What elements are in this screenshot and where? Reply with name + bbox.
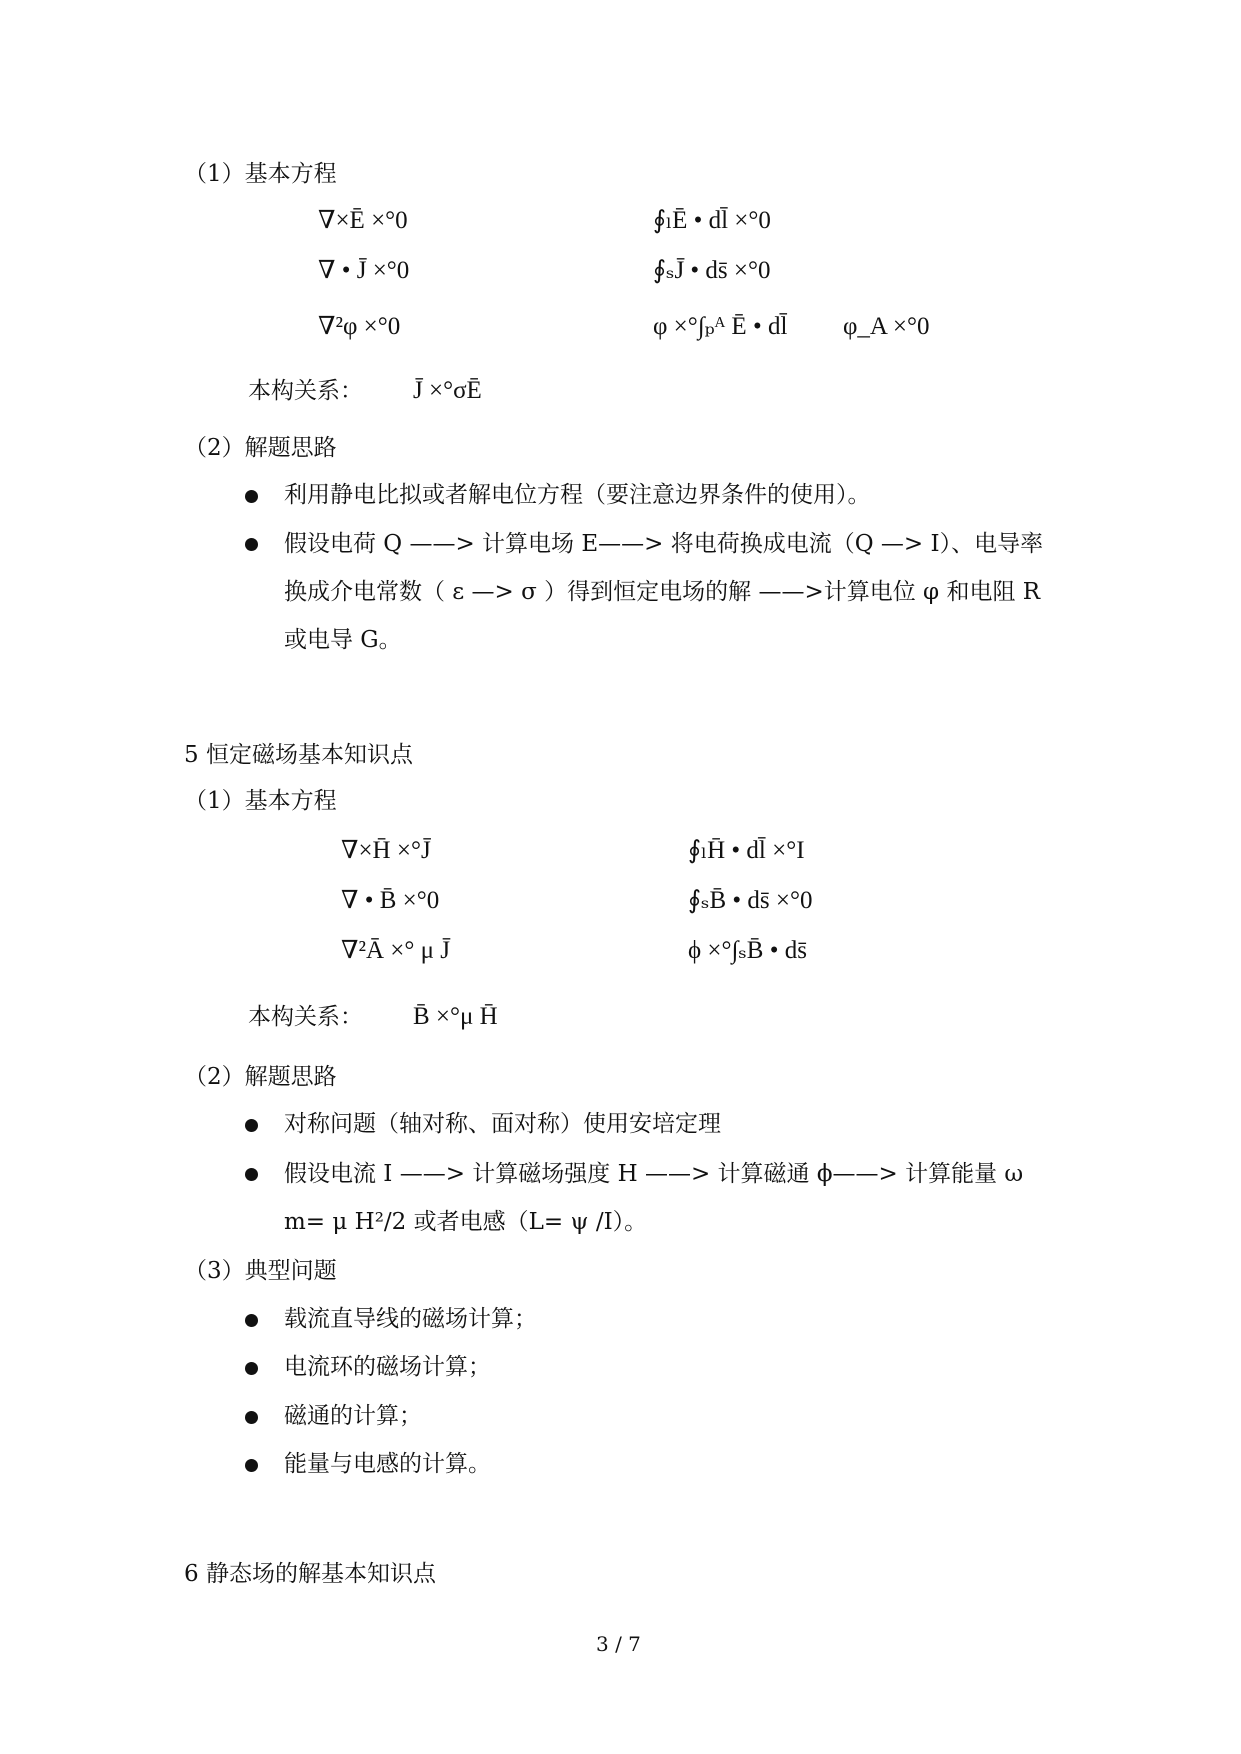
electric-eq-laplace-phi: ∇²φ ×°0 bbox=[318, 313, 401, 340]
bullet-dot bbox=[245, 490, 258, 503]
electric-eq-phi-a: φ_A ×°0 bbox=[843, 313, 930, 340]
electric-approach-item-1: 利用静电比拟或者解电位方程（要注意边界条件的使用）。 bbox=[284, 482, 871, 508]
electric-eq-integral-e: ∮ₗĒ • dl̄ ×°0 bbox=[653, 207, 771, 234]
electric-eq-phi-integral: φ ×°∫ₚᴬ Ē • dl̄ bbox=[653, 313, 788, 340]
magnetic-eq-integral-h: ∮ₗH̄ • dl̄ ×°I bbox=[688, 837, 805, 864]
magnetic-approach-item-1: 对称问题（轴对称、面对称）使用安培定理 bbox=[284, 1111, 721, 1137]
electric-approach-item-2: 假设电荷 Q ——> 计算电场 E——> 将电荷换成电流（Q —> I）、电导率换成介电常数（ ε —> σ ）得到恒定电场的解 ——>计算电位 φ 和电阻 R 或电导 G。 bbox=[284, 531, 1044, 653]
typical-item: 载流直导线的磁场计算； bbox=[284, 1306, 537, 1332]
electric-eq-integral-j: ∮ₛJ̄ • ds̄ ×°0 bbox=[653, 257, 771, 284]
electric-eq-div-j: ∇ • J̄ ×°0 bbox=[318, 257, 410, 284]
magnetic-eq-integral-b: ∮ₛB̄ • ds̄ ×°0 bbox=[688, 887, 813, 914]
magnetic-heading-typical: （3）典型问题 bbox=[184, 1258, 337, 1284]
magnetic-eq-flux: ϕ ×°∫ₛB̄ • ds̄ bbox=[688, 937, 807, 964]
electric-heading-equations: （1）基本方程 bbox=[184, 161, 337, 187]
bullet-dot bbox=[245, 1168, 258, 1181]
bullet-dot bbox=[245, 538, 258, 551]
electric-eq-curl-e: ∇×Ē ×°0 bbox=[318, 207, 408, 234]
magnetic-eq-curl-h: ∇×H̄ ×°J̄ bbox=[341, 837, 431, 864]
electric-heading-approach: （2）解题思路 bbox=[184, 435, 337, 461]
magnetic-eq-div-b: ∇ • B̄ ×°0 bbox=[341, 887, 440, 914]
bullet-dot bbox=[245, 1459, 258, 1472]
magnetic-heading-equations: （1）基本方程 bbox=[184, 788, 337, 814]
typical-item: 电流环的磁场计算； bbox=[284, 1354, 491, 1380]
bullet-dot bbox=[245, 1314, 258, 1327]
section-title-static-solutions: 6 静态场的解基本知识点 bbox=[184, 1561, 436, 1587]
magnetic-eq-laplace-a: ∇²Ā ×° μ J̄ bbox=[341, 937, 450, 964]
magnetic-heading-approach: （2）解题思路 bbox=[184, 1064, 337, 1090]
magnetic-constitutive-label: 本构关系： bbox=[248, 1004, 363, 1030]
page-number: 3 / 7 bbox=[596, 1632, 641, 1656]
typical-item: 磁通的计算； bbox=[284, 1403, 422, 1429]
electric-constitutive-label: 本构关系： bbox=[248, 378, 363, 404]
bullet-dot bbox=[245, 1119, 258, 1132]
bullet-dot bbox=[245, 1411, 258, 1424]
typical-item: 能量与电感的计算。 bbox=[284, 1451, 491, 1477]
magnetic-constitutive-eq: B̄ ×°μ H̄ bbox=[413, 1003, 498, 1030]
electric-constitutive-eq: J̄ ×°σĒ bbox=[413, 377, 482, 404]
bullet-dot bbox=[245, 1362, 258, 1375]
magnetic-approach-item-2: 假设电流 I ——> 计算磁场强度 H ——> 计算磁通 ϕ——> 计算能量 ω m= μ H²/2 或者电感（L= ψ /I）。 bbox=[284, 1161, 1024, 1235]
section-title-magnetic: 5 恒定磁场基本知识点 bbox=[184, 742, 413, 768]
